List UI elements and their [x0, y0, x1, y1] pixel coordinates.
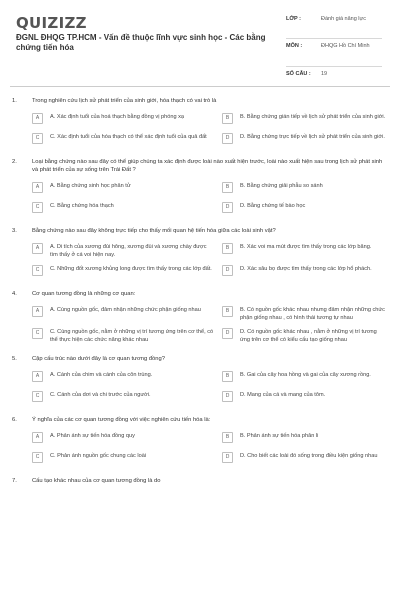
header-divider: [10, 86, 390, 87]
option-text: A. Phản ánh sự tiến hóa đồng quy: [50, 433, 135, 439]
option-text: C. Cánh của dơi và chi trước của người.: [50, 392, 151, 398]
answer-option[interactable]: [32, 113, 214, 127]
question-text: Cơ quan tương đồng là những cơ quan:: [32, 291, 136, 297]
answer-option[interactable]: [222, 113, 388, 127]
answer-option[interactable]: [222, 328, 388, 344]
option-text: A. Bằng chứng sinh học phân tử: [50, 183, 131, 189]
answer-option[interactable]: [222, 202, 388, 216]
option-letter-box: A: [32, 243, 43, 254]
question-number: 3.: [12, 228, 17, 234]
option-letter-box: A: [32, 182, 43, 193]
question-list: [12, 97, 388, 496]
worksheet-title: ĐGNL ĐHQG TP.HCM - Vấn đề thuộc lĩnh vực sinh học - Các bằng chứng tiến hóa: [16, 33, 266, 52]
question-text: Cấu tạo khác nhau của cơ quan tương đồng là do: [32, 478, 161, 484]
option-letter-box: B: [222, 371, 233, 382]
question-text: Bằng chứng nào sau đây không trực tiếp cho thấy mối quan hệ tiến hóa giữa các loài sinh vật?: [32, 228, 276, 234]
meta-class-label: LỚP :: [286, 16, 301, 22]
option-letter-box: A: [32, 113, 43, 124]
option-text: A. Cánh của chim và cánh của côn trùng.: [50, 372, 153, 378]
answer-option[interactable]: [32, 265, 214, 279]
question-header: [12, 477, 388, 485]
answer-option[interactable]: [32, 202, 214, 216]
answer-option[interactable]: [222, 371, 388, 385]
question-item: [12, 477, 388, 485]
option-text: B. Phản ánh sự tiến hóa phân li: [240, 433, 319, 439]
question-text: Cặp cấu trúc nào dưới đây là cơ quan tương đồng?: [32, 356, 165, 362]
answer-options: [32, 113, 388, 147]
question-item: [12, 416, 388, 466]
option-letter-box: D: [222, 202, 233, 213]
option-letter-box: C: [32, 391, 43, 402]
question-header: [12, 227, 388, 235]
option-text: B. Bằng chứng gián tiếp về lịch sử phát triển của sinh giới.: [240, 114, 386, 120]
answer-option[interactable]: [32, 371, 214, 385]
meta-count-value: 19: [321, 71, 328, 77]
option-text: D. Bằng chứng tế bào học: [240, 203, 306, 209]
question-item: [12, 290, 388, 344]
question-header: [12, 416, 388, 424]
question-item: [12, 227, 388, 279]
question-number: 5.: [12, 356, 17, 362]
option-text: C. Cùng nguồn gốc, nằm ở những vị trí tương ứng trên cơ thể, có thể thực hiện các chức năng khác nhau: [50, 329, 214, 343]
option-letter-box: D: [222, 391, 233, 402]
option-letter-box: B: [222, 243, 233, 254]
meta-subject-row: [286, 39, 382, 67]
answer-options: [32, 243, 388, 279]
answer-option[interactable]: [222, 182, 388, 196]
option-letter-box: B: [222, 432, 233, 443]
answer-option[interactable]: [222, 133, 388, 147]
question-text: Trong nghiên cứu lịch sử phát triển của sinh giới, hóa thạch có vai trò là: [32, 98, 217, 104]
question-item: [12, 97, 388, 147]
option-letter-box: B: [222, 306, 233, 317]
answer-option[interactable]: [32, 306, 214, 322]
option-text: D. Có nguồn gốc khác nhau , nằm ở những vị trí tương ứng trên cơ thể có kiểu cấu tạo giống nhau: [240, 329, 377, 343]
answer-option[interactable]: [32, 243, 214, 259]
option-letter-box: D: [222, 328, 233, 339]
option-text: A. Xác định tuổi của hoá thạch bằng đồng vị phóng xạ: [50, 114, 185, 120]
answer-option[interactable]: [32, 452, 214, 466]
answer-option[interactable]: [222, 265, 388, 279]
worksheet-meta: [286, 12, 382, 83]
question-number: 7.: [12, 478, 17, 484]
meta-count-label: SỐ CÂU :: [286, 71, 311, 77]
answer-option[interactable]: [222, 391, 388, 405]
answer-option[interactable]: [222, 243, 388, 259]
meta-class-value: Đánh giá năng lực: [321, 16, 366, 22]
option-letter-box: D: [222, 452, 233, 463]
option-letter-box: C: [32, 265, 43, 276]
meta-count-row: [286, 67, 382, 83]
question-number: 4.: [12, 291, 17, 297]
question-header: [12, 97, 388, 105]
option-letter-box: C: [32, 133, 43, 144]
option-text: D. Mang của cá và mang của tôm.: [240, 392, 326, 398]
option-text: B. Có nguồn gốc khác nhau nhưng đảm nhận những chức phận giống nhau , có hình thái tương tự nhau: [240, 307, 385, 321]
answer-options: [32, 306, 388, 344]
option-letter-box: C: [32, 452, 43, 463]
answer-option[interactable]: [222, 306, 388, 322]
meta-subject-label: MÔN :: [286, 43, 303, 49]
question-item: [12, 158, 388, 216]
answer-option[interactable]: [32, 328, 214, 344]
option-text: A. Cùng nguồn gốc, đảm nhận những chức phận giống nhau: [50, 307, 201, 313]
answer-options: [32, 182, 388, 216]
option-text: C. Bằng chứng hóa thạch: [50, 203, 114, 209]
option-text: C. Phản ánh nguồn gốc chung các loài: [50, 453, 147, 459]
option-text: A. Di tích của xương đùi hông, xương đùi và xương chày được tìm thấy ở cá voi hiện nay.: [50, 244, 207, 258]
question-number: 2.: [12, 159, 17, 165]
option-letter-box: A: [32, 432, 43, 443]
answer-option[interactable]: [32, 432, 214, 446]
answer-option[interactable]: [222, 432, 388, 446]
option-letter-box: B: [222, 182, 233, 193]
option-letter-box: D: [222, 133, 233, 144]
question-header: [12, 290, 388, 298]
question-number: 1.: [12, 98, 17, 104]
question-text: Ý nghĩa của các cơ quan tương đồng với việc nghiên cứu tiến hóa là:: [32, 417, 211, 423]
meta-class-row: [286, 12, 382, 39]
option-text: B. Gai của cây hoa hồng và gai của cây xương rồng.: [240, 372, 371, 378]
answer-option[interactable]: [32, 182, 214, 196]
answer-options: [32, 371, 388, 405]
option-text: D. Cho biết các loài đó sống trong điều kiện giống nhau: [240, 453, 378, 459]
question-item: [12, 355, 388, 405]
answer-option[interactable]: [222, 452, 388, 466]
option-letter-box: A: [32, 371, 43, 382]
question-header: [12, 158, 388, 174]
answer-option[interactable]: [32, 133, 214, 147]
question-text: Loại bằng chứng nào sau đây có thể giúp chúng ta xác định được loài nào xuất hiện trước, loài nào xuất hiện sau trong lịch sử phát sinh và phát triển của sự sống trên Trái Đất ?: [32, 159, 383, 173]
option-letter-box: C: [32, 328, 43, 339]
answer-options: [32, 432, 388, 466]
question-number: 6.: [12, 417, 17, 423]
question-header: [12, 355, 388, 363]
option-text: D. Bằng chứng trực tiếp về lịch sử phát triển của sinh giới.: [240, 134, 385, 140]
option-text: C. Xác định tuổi của hóa thạch có thể xác định tuổi của quả đất: [50, 134, 207, 140]
option-text: D. Xác sâu bọ được tìm thấy trong các lớp hổ phách.: [240, 266, 372, 272]
answer-option[interactable]: [32, 391, 214, 405]
option-text: B. Xác voi ma mút được tìm thấy trong các lớp băng.: [240, 244, 372, 250]
quizizz-logo: QUIZIZZ: [16, 14, 87, 32]
option-letter-box: D: [222, 265, 233, 276]
option-text: C. Những đốt xương khủng long được tìm thấy trong các lớp đất.: [50, 266, 212, 272]
option-letter-box: B: [222, 113, 233, 124]
option-letter-box: A: [32, 306, 43, 317]
option-text: B. Bằng chứng giải phẫu so sánh: [240, 183, 323, 189]
meta-subject-value: ĐHQG Hồ Chí Minh: [321, 43, 370, 49]
option-letter-box: C: [32, 202, 43, 213]
